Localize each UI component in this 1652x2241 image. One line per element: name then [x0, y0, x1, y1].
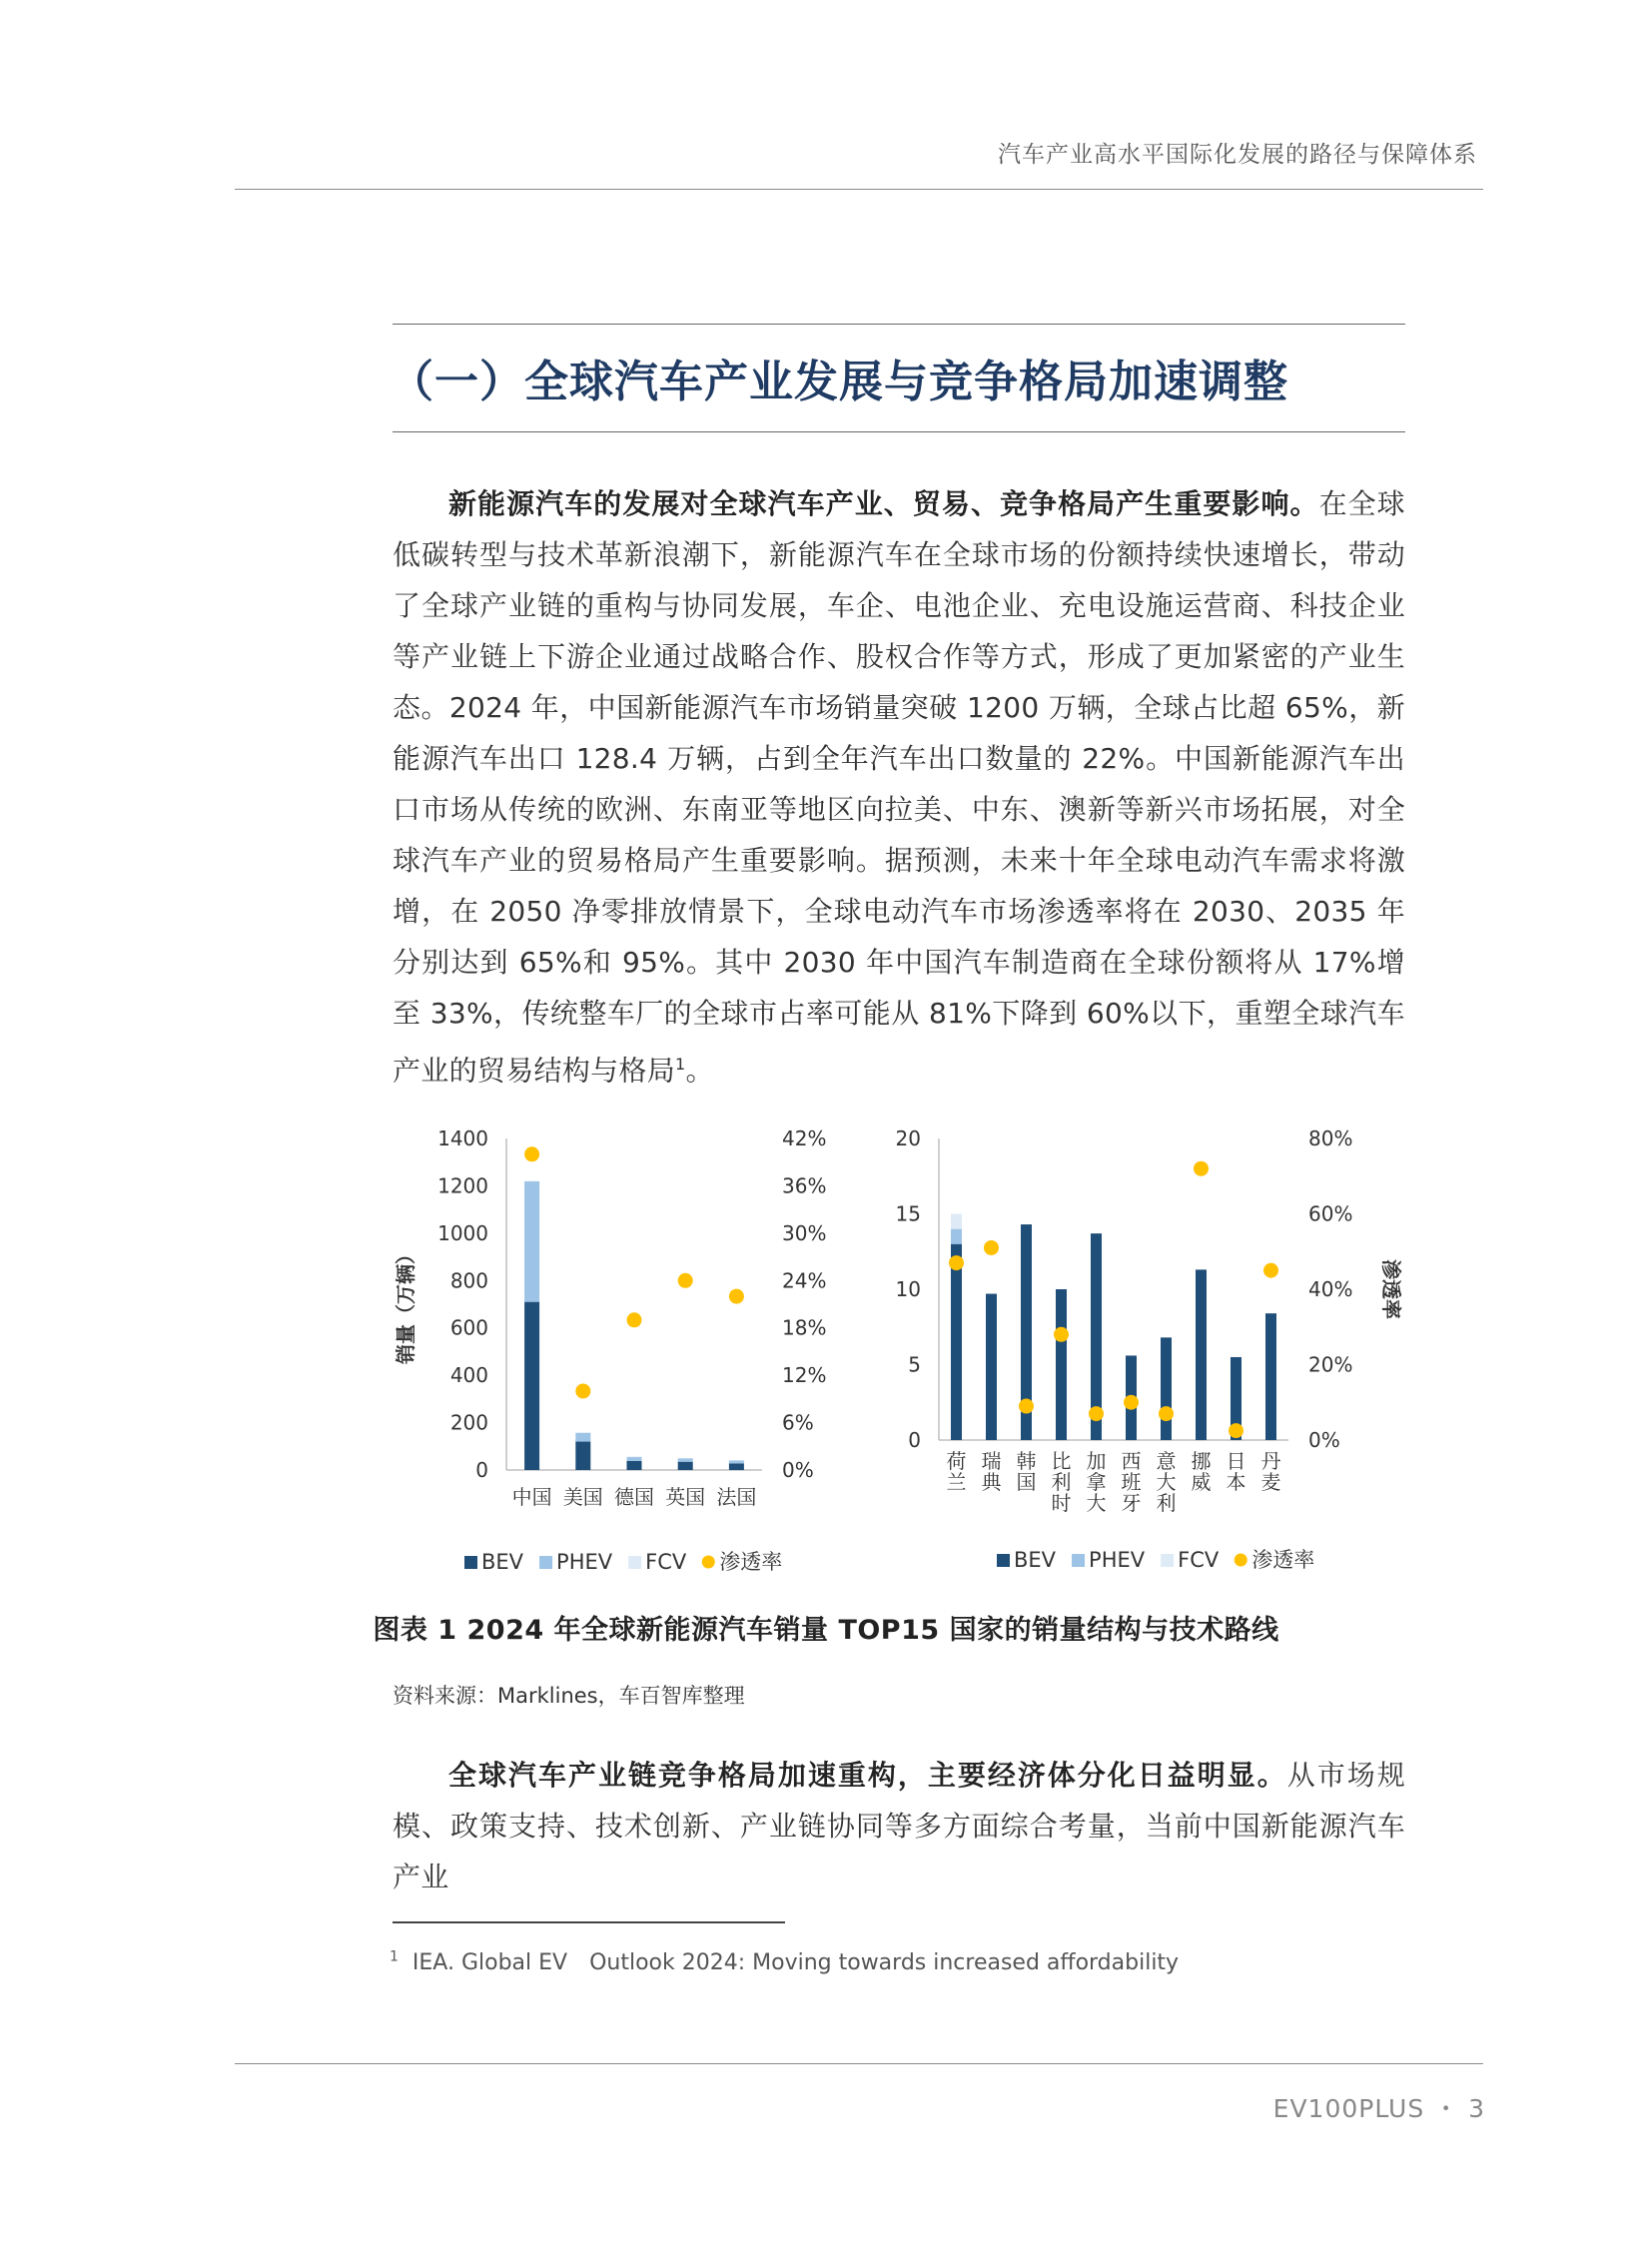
penetration-rate-point [1159, 1406, 1174, 1421]
bar-bev [575, 1442, 590, 1470]
bar-bev [1161, 1337, 1172, 1440]
x-tick-label: 荷兰 [946, 1449, 967, 1494]
y2-tick-label: 30% [782, 1220, 827, 1245]
x-tick-label: 意大利 [1156, 1449, 1177, 1515]
y-tick-label: 800 [449, 1268, 488, 1293]
penetration-rate-point [1054, 1327, 1069, 1342]
y-tick-label: 5 [908, 1352, 921, 1377]
x-tick-label: 法国 [716, 1485, 757, 1509]
footnote-mark: 1 [390, 1948, 399, 1965]
x-tick-label: 韩国 [1016, 1449, 1037, 1494]
footnote-text: IEA. Global EV Outlook 2024: Moving towards increased affordability [412, 1950, 1180, 1975]
bar-bev [1056, 1289, 1067, 1440]
legend-swatch-penetration-rate [1235, 1554, 1247, 1567]
y-tick-label: 0 [475, 1458, 488, 1482]
y-tick-label: 200 [449, 1410, 488, 1435]
y-tick-label: 600 [449, 1315, 488, 1340]
paragraph-1 [393, 478, 1405, 1096]
legend-label-fcv: FCV [1178, 1548, 1220, 1572]
penetration-rate-point [678, 1273, 693, 1288]
y2-tick-label: 80% [1308, 1126, 1353, 1150]
chart-other-countries [869, 1119, 1428, 1598]
penetration-rate-point [729, 1289, 744, 1304]
x-tick-label: 日本 [1226, 1449, 1246, 1494]
bar-bev [951, 1244, 962, 1440]
y2-tick-label: 0% [782, 1458, 814, 1482]
bar-phev [678, 1458, 693, 1462]
section-heading: （一）全球汽车产业发展与竞争格局加速调整 [390, 357, 1288, 407]
penetration-rate-point [1229, 1423, 1243, 1438]
bar-bev [1196, 1269, 1207, 1440]
footnote-divider [393, 1921, 785, 1923]
y2-tick-label: 36% [782, 1173, 827, 1198]
legend-label-fcv: FCV [645, 1550, 687, 1574]
y2-tick-label: 12% [782, 1363, 827, 1388]
bar-phev [951, 1229, 962, 1244]
y-tick-label: 1000 [437, 1220, 488, 1245]
y2-tick-label: 42% [782, 1126, 827, 1150]
bar-fcv [678, 1458, 693, 1459]
bar-phev [729, 1460, 744, 1463]
penetration-rate-point [949, 1255, 964, 1270]
bar-fcv [627, 1457, 642, 1458]
page-footer: EV100PLUS ・ 3 [1272, 2094, 1485, 2123]
legend-swatch-penetration-rate [702, 1556, 715, 1569]
penetration-rate-point [1089, 1406, 1104, 1421]
x-tick-label: 美国 [562, 1485, 603, 1509]
paragraph-1-body: 在全球低碳转型与技术革新浪潮下，新能源汽车在全球市场的份额持续快速增长，带动了全球产业链的重构与协同发展，车企、电池企业、充电设施运营商、科技企业等产业链上下游企业通过战略合作、股权合作等方式，形成了更加紧密的产业生态。2024 年，中国新能源汽车市场销量突破 1200 万辆，全球占比超 65%，新能源汽车出口 128.4 万辆，占到全年汽车出口数量的 22%。中国新能源汽车出口市场从传统的欧洲、东南亚等地区向拉美、中东、澳新等新兴市场拓展，对全球汽车产业的贸易格局产生重要影响。据预测，未来十年全球电动汽车需求将激增，在 2050 净零排放情景下，全球电动汽车市场渗透率将在 2030、2035 年分别达到 65%和 95%。其中 2030 年中国汽车制造商在全球份额将从 17%增至 33%，传统整车厂的全球市占率可能从 81%下降到 60%以下，重塑全球汽车产业的贸易结构与格局 [393, 487, 1405, 1088]
bar-bev [986, 1294, 997, 1440]
section-bottom-rule [393, 431, 1405, 432]
bar-fcv [575, 1432, 590, 1433]
y2-axis-title: 渗透率 [1379, 1259, 1403, 1319]
legend-label-phev: PHEV [556, 1550, 613, 1574]
y-tick-label: 20 [895, 1126, 921, 1150]
x-tick-label: 比利时 [1051, 1449, 1072, 1515]
penetration-rate-point [1019, 1399, 1034, 1414]
bar-phev [627, 1457, 642, 1461]
x-tick-label: 挪威 [1191, 1449, 1212, 1494]
bar-bev [729, 1463, 744, 1470]
legend-swatch-bev [997, 1554, 1010, 1567]
running-header: 汽车产业高水平国际化发展的路径与保障体系 [998, 142, 1477, 168]
y-tick-label: 1400 [437, 1126, 488, 1150]
penetration-rate-point [524, 1146, 539, 1161]
y-axis-title: 销量（万辆） [394, 1244, 417, 1364]
legend-label-bev: BEV [481, 1550, 524, 1574]
y-tick-label: 15 [895, 1201, 921, 1226]
y2-tick-label: 60% [1308, 1201, 1353, 1226]
y-tick-label: 0 [908, 1428, 921, 1452]
source-note: 资料来源：Marklines，车百智库整理 [393, 1684, 745, 1708]
footnote-ref-1[interactable]: 1 [675, 1055, 686, 1074]
bar-fcv [729, 1460, 744, 1461]
y2-tick-label: 24% [782, 1268, 827, 1293]
bar-bev [1265, 1313, 1276, 1440]
legend-swatch-phev [539, 1556, 552, 1569]
header-divider [235, 189, 1483, 190]
y2-tick-label: 20% [1308, 1352, 1353, 1377]
penetration-rate-point [1124, 1395, 1139, 1410]
legend-swatch-fcv [1161, 1554, 1174, 1567]
x-tick-label: 西班牙 [1121, 1449, 1142, 1515]
bar-phev [524, 1181, 539, 1302]
x-tick-label: 丹麦 [1260, 1449, 1281, 1494]
legend-label-penetration-rate: 渗透率 [719, 1550, 783, 1574]
paragraph-2-lead: 全球汽车产业链竞争格局加速重构，主要经济体分化日益明显。 [448, 1759, 1287, 1792]
x-tick-label: 德国 [614, 1485, 654, 1509]
bar-fcv [524, 1181, 539, 1182]
legend-label-phev: PHEV [1089, 1548, 1146, 1572]
x-tick-label: 加拿大 [1086, 1449, 1107, 1515]
legend-label-bev: BEV [1014, 1548, 1057, 1572]
legend-swatch-fcv [628, 1556, 641, 1569]
legend-swatch-bev [464, 1556, 477, 1569]
section-top-rule [393, 324, 1405, 325]
figure-caption: 图表 1 2024 年全球新能源汽车销量 TOP15 国家的销量结构与技术路线 [373, 1615, 1279, 1646]
bar-phev [575, 1433, 590, 1442]
paragraph-1-end: 。 [685, 1054, 714, 1088]
penetration-rate-point [1194, 1161, 1209, 1176]
y-tick-label: 1200 [437, 1173, 488, 1198]
y2-tick-label: 6% [782, 1410, 814, 1435]
legend-label-penetration-rate: 渗透率 [1251, 1548, 1315, 1572]
footer-divider [235, 2063, 1483, 2064]
y-tick-label: 10 [895, 1277, 921, 1301]
bar-bev [627, 1461, 642, 1470]
paragraph-1-lead: 新能源汽车的发展对全球汽车产业、贸易、竞争格局产生重要影响。 [448, 487, 1319, 520]
y-tick-label: 400 [449, 1363, 488, 1388]
penetration-rate-point [984, 1240, 999, 1255]
paragraph-2-body: 从市场规模、政策支持、技术创新、产业链协同等多方面综合考量，当前中国新能源汽车产业 [393, 1759, 1406, 1893]
bar-bev [524, 1302, 539, 1470]
legend-swatch-phev [1072, 1554, 1085, 1567]
penetration-rate-point [575, 1383, 590, 1398]
x-tick-label: 中国 [511, 1485, 552, 1509]
y2-tick-label: 18% [782, 1315, 827, 1340]
footnote-1 [390, 1945, 1179, 1976]
bar-fcv [951, 1214, 962, 1229]
paragraph-2 [393, 1750, 1405, 1902]
penetration-rate-point [627, 1312, 642, 1327]
x-tick-label: 瑞典 [981, 1449, 1002, 1494]
y2-tick-label: 40% [1308, 1277, 1353, 1301]
chart-top5-countries [394, 1119, 844, 1598]
bar-bev [678, 1462, 693, 1470]
penetration-rate-point [1263, 1263, 1278, 1278]
y2-tick-label: 0% [1308, 1428, 1340, 1452]
x-tick-label: 英国 [665, 1485, 706, 1509]
